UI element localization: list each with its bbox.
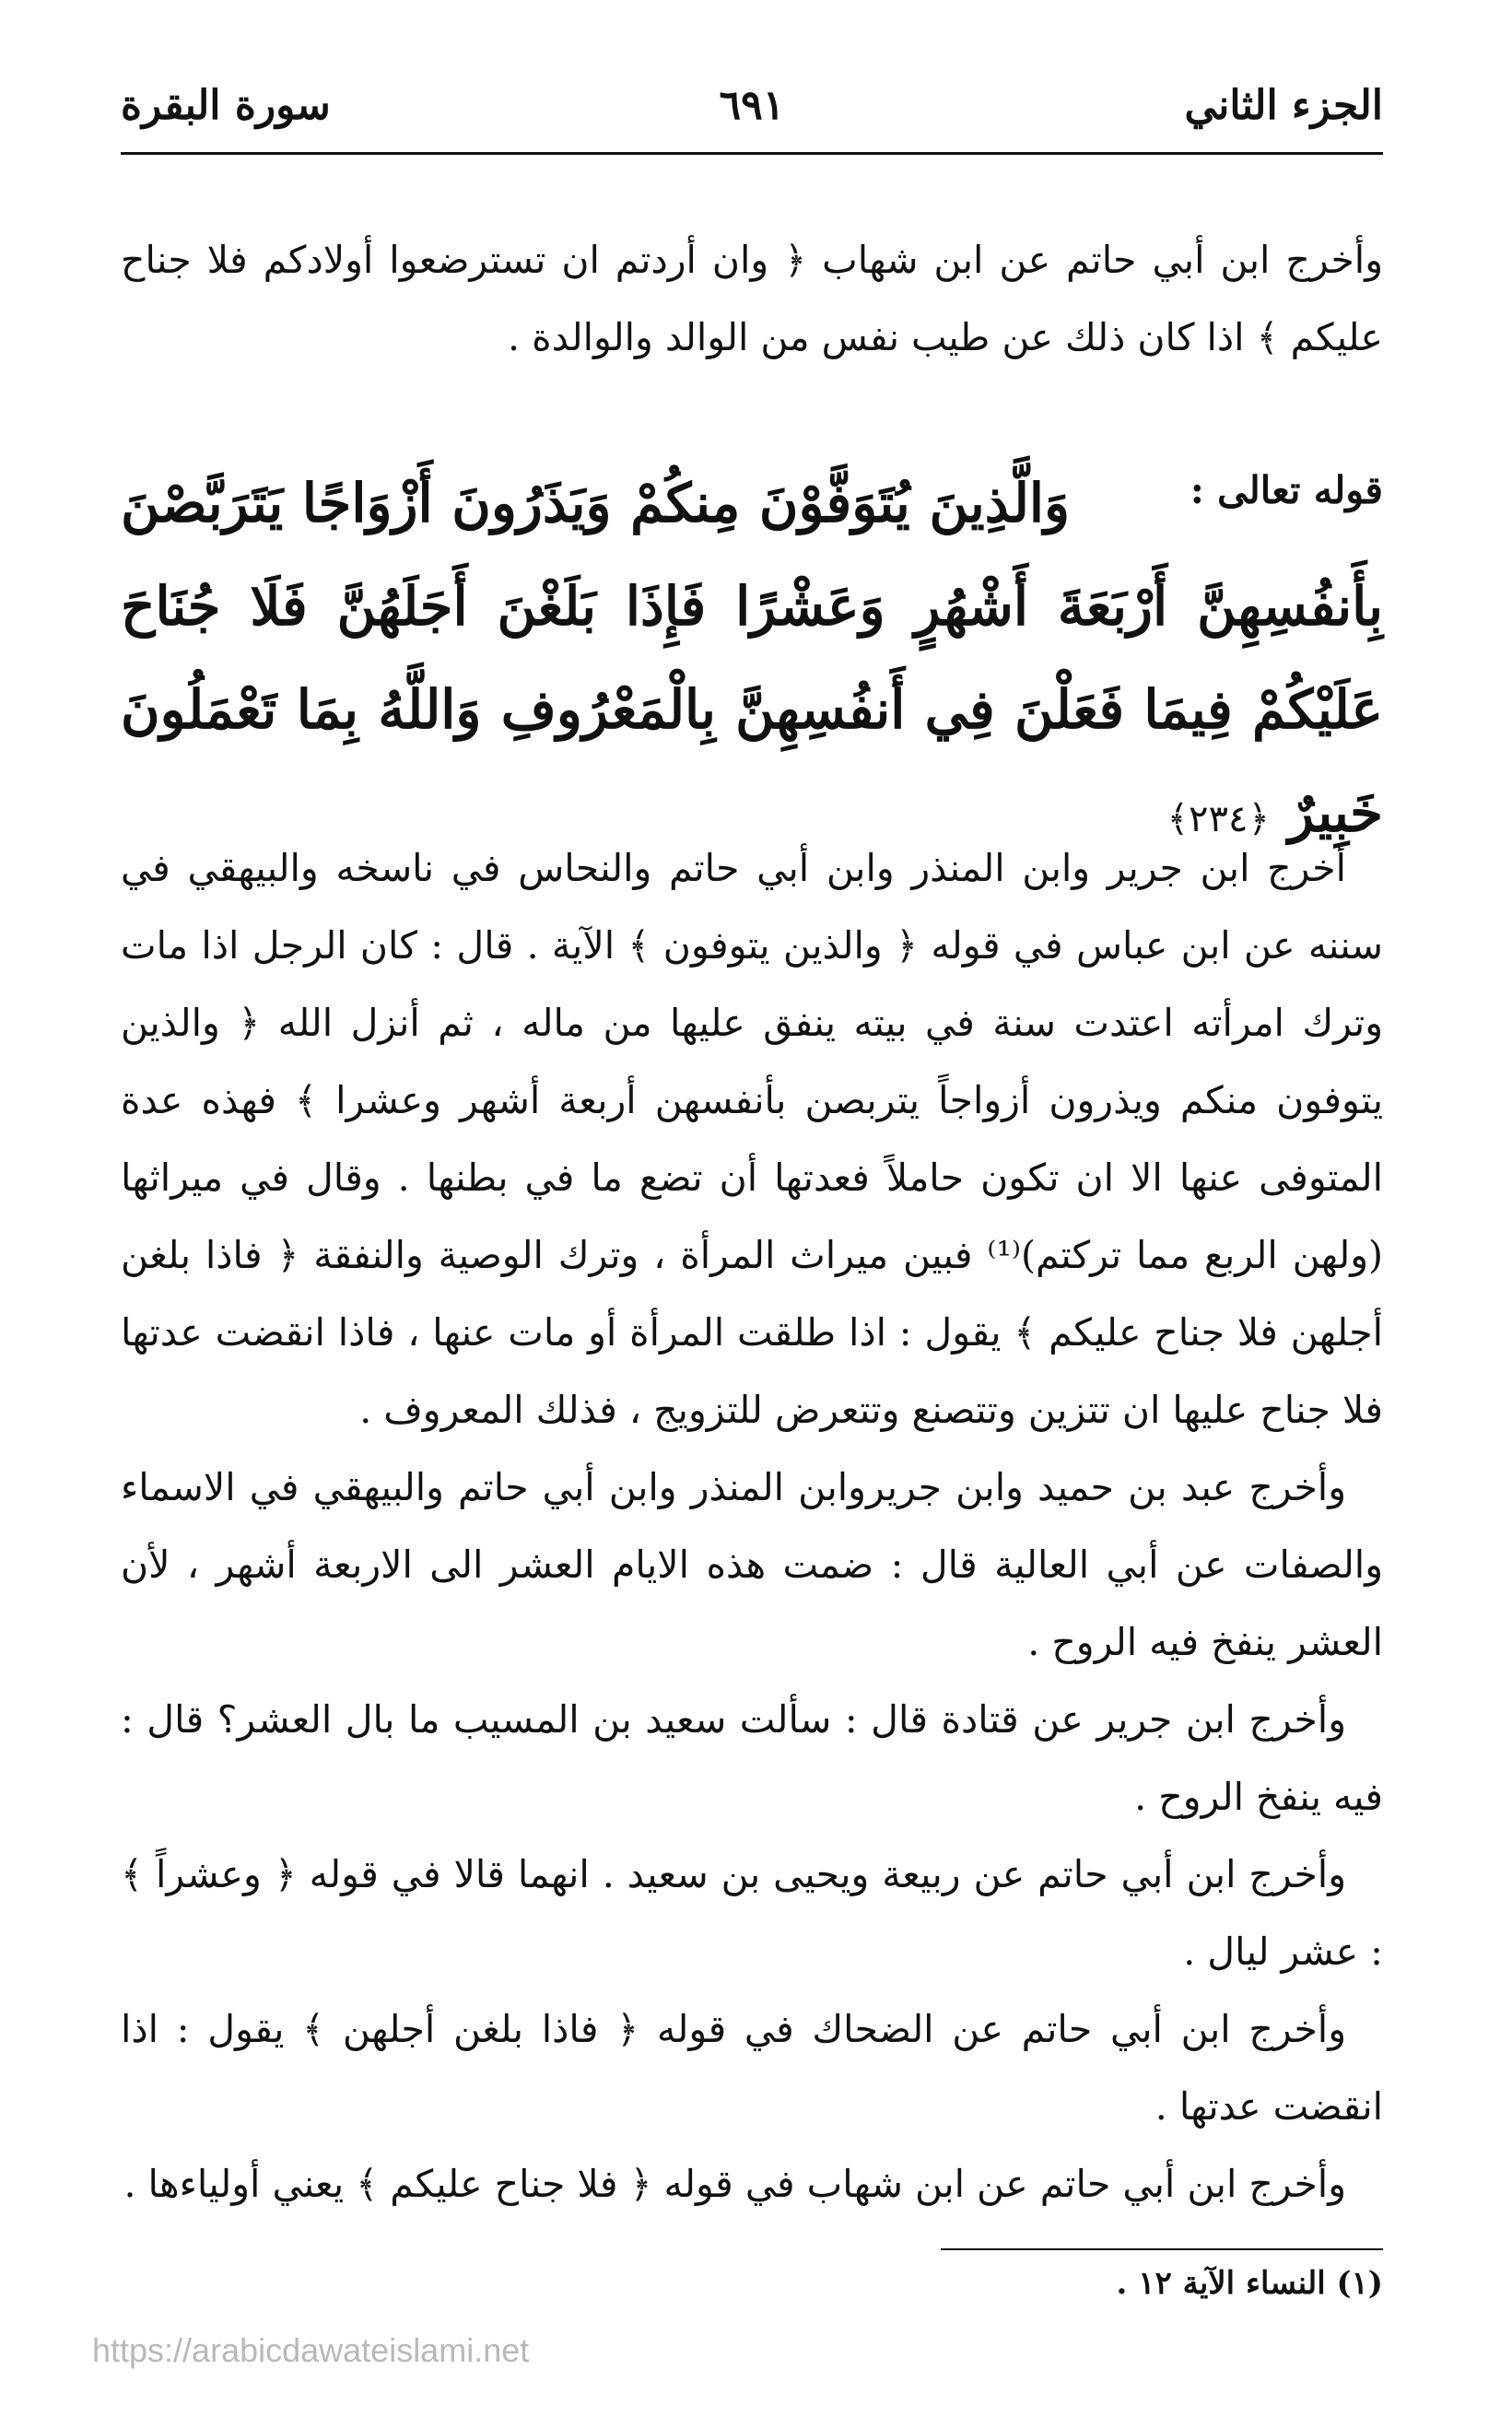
page-number: ٦٩١ xyxy=(719,82,785,129)
commentary-body xyxy=(121,829,1383,2223)
quran-verse xyxy=(121,452,1383,871)
footnote: (١) النساء الآية ١٢ . xyxy=(1116,2265,1383,2302)
surah-title: سورة البقرة xyxy=(121,82,331,129)
juz-title: الجزء الثاني xyxy=(1184,82,1383,129)
commentary-paragraph-6: وأخرج ابن أبي حاتم عن ابن شهاب في قوله ﴿ فلا جناح عليكم ﴾ يعني أولياءها . xyxy=(123,2162,1346,2206)
ayah-number: ٢٣٤ xyxy=(1189,798,1248,840)
commentary-paragraph-4: وأخرج ابن أبي حاتم عن ربيعة ويحيى بن سعيد . انهما قالا في قوله ﴿ وعشراً ﴾ : عشر ليال . xyxy=(121,1852,1383,1974)
intro-paragraph: وأخرج ابن أبي حاتم عن ابن شهاب ﴿ وان أردتم ان تسترضعوا أولادكم فلا جناح عليكم ﴾ اذا كان ذلك عن طيب نفس من الوالد والوالدة . xyxy=(121,238,1383,359)
commentary-paragraph-2: وأخرج عبد بن حميد وابن جريروابن المنذر وابن أبي حاتم والبيهقي في الاسماء والصفات عن أبي العالية قال : ضمت هذه الايام العشر الى الاربعة أشهر ، لأن العشر ينفخ فيه الروح . xyxy=(121,1465,1383,1664)
page-header xyxy=(121,65,1383,147)
commentary-paragraph-3: وأخرج ابن جرير عن قتادة قال : سألت سعيد بن المسيب ما بال العشر؟ قال : فيه ينفخ الروح . xyxy=(121,1697,1383,1819)
quran-verse-text: وَالَّذِينَ يُتَوَفَّوْنَ مِنكُمْ وَيَذَرُونَ أَزْوَاجًا يَتَرَبَّصْنَ بِأَنفُسِهِنَّ أَرْبَعَةَ أَشْهُرٍ وَعَشْرًا فَإِذَا بَلَغْنَ أَجَلَهُنَّ فَلَا جُنَاحَ عَلَيْكُمْ فِيمَا فَعَلْنَ فِي أَنفُسِهِنَّ بِالْمَعْرُوفِ وَاللَّهُ بِمَا تَعْمَلُونَ خَبِيرٌ xyxy=(121,472,1383,844)
header-divider xyxy=(121,152,1383,155)
footnote-divider xyxy=(941,2248,1383,2250)
verse-intro-label: قوله تعالى : xyxy=(1190,468,1383,512)
commentary-paragraph-5: وأخرج ابن أبي حاتم عن الضحاك في قوله ﴿ فاذا بلغن أجلهن ﴾ يقول : اذا انقضت عدتها . xyxy=(121,2007,1383,2129)
ayah-number-marker: ﴿٢٣٤﴾ xyxy=(1166,798,1270,840)
commentary-paragraph-1: أخرج ابن جرير وابن المنذر وابن أبي حاتم والنحاس في ناسخه والبيهقي في سننه عن ابن عباس في قوله ﴿ والذين يتوفون ﴾ الآية . قال : كان الرجل اذا مات وترك امرأته اعتدت سنة في بيته ينفق عليها من ماله ، ثم أنزل الله ﴿ والذين يتوفون منكم ويذرون أزواجاً يتربصن بأنفسهن أربعة أشهر وعشرا ﴾ فهذه عدة المتوفى عنها الا ان تكون حاملاً فعدتها أن تضع ما في بطنها . وقال في ميراثها (ولهن الربع مما تركتم)⁽¹⁾ فبين ميراث المرأة ، وترك الوصية والنفقة ﴿ فاذا بلغن أجلهن فلا جناح عليكم ﴾ يقول : اذا طلقت المرأة أو مات عنها ، فاذا انقضت عدتها فلا جناح عليها ان تتزين وتتصنع وتتعرض للتزويج ، فذلك المعروف . xyxy=(121,846,1383,1432)
watermark: https://arabicdawateislami.net xyxy=(92,2331,530,2369)
quran-verse-block xyxy=(121,452,1383,844)
